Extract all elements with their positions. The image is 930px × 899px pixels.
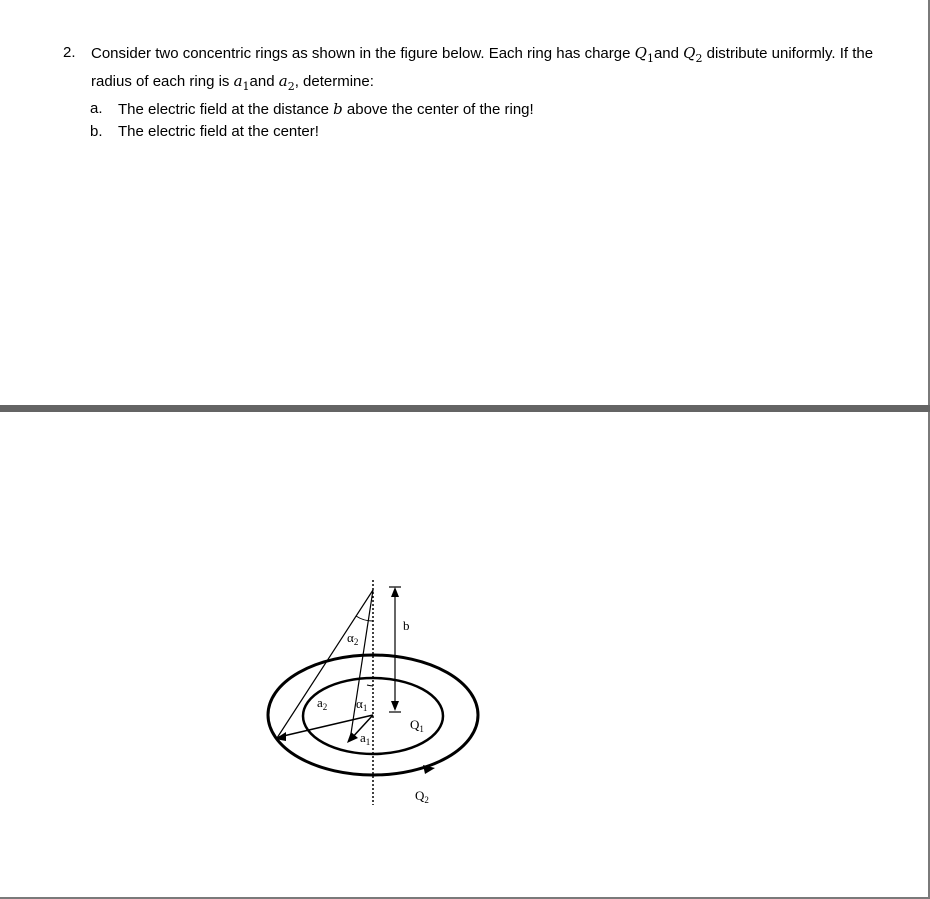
a2-symbol: $a_2$ (278, 72, 295, 93)
apex-to-outer-line (277, 590, 373, 738)
a2-label: $a_2$ (317, 695, 328, 712)
alpha1-label: $\alpha_1$ (356, 696, 368, 713)
q2-label: $Q_2$ (415, 788, 429, 805)
question-text-2: distribute uniformly. If the radius of each ring is (91, 45, 874, 90)
q1-symbol: $Q_1$ (634, 44, 654, 65)
a1-symbol: $a_1$ (233, 72, 250, 93)
sub-text-b: The electric field at the center! (118, 123, 319, 140)
sub-marker-a: a. (90, 100, 103, 117)
a1-label: $a_1$ (360, 730, 371, 747)
a2-radius (279, 715, 373, 737)
sub-question-list (63, 98, 913, 143)
b-arrow-top (391, 587, 399, 597)
section-divider (0, 405, 930, 412)
alpha2-label: $\alpha_2$ (347, 630, 359, 647)
question-text-3: , determine: (294, 73, 374, 90)
sub-text-a-2: above the center of the ring! (342, 101, 534, 118)
alpha1-arc (367, 685, 373, 686)
concentric-rings-figure (255, 575, 495, 815)
sub-marker-b: b. (90, 123, 103, 140)
q1-label: $Q_1$ (410, 717, 424, 734)
question-block (63, 42, 913, 143)
question-text-and: and (653, 45, 684, 62)
rings-diagram (255, 575, 495, 815)
question-stem (63, 42, 913, 98)
b-label: b (403, 618, 410, 633)
distance-var-b: b (333, 100, 343, 118)
question-number: 2. (63, 44, 76, 61)
sub-question-a (90, 98, 913, 121)
sub-question-b (90, 121, 913, 143)
b-arrow-bottom (391, 701, 399, 711)
question-text-and2: and (249, 73, 279, 90)
question-text-1: Consider two concentric rings as shown in the figure below. Each ring has charge (91, 45, 635, 62)
q2-symbol: $Q_2$ (683, 44, 703, 65)
alpha2-arc (356, 616, 373, 621)
sub-text-a-1: The electric field at the distance (118, 101, 334, 118)
